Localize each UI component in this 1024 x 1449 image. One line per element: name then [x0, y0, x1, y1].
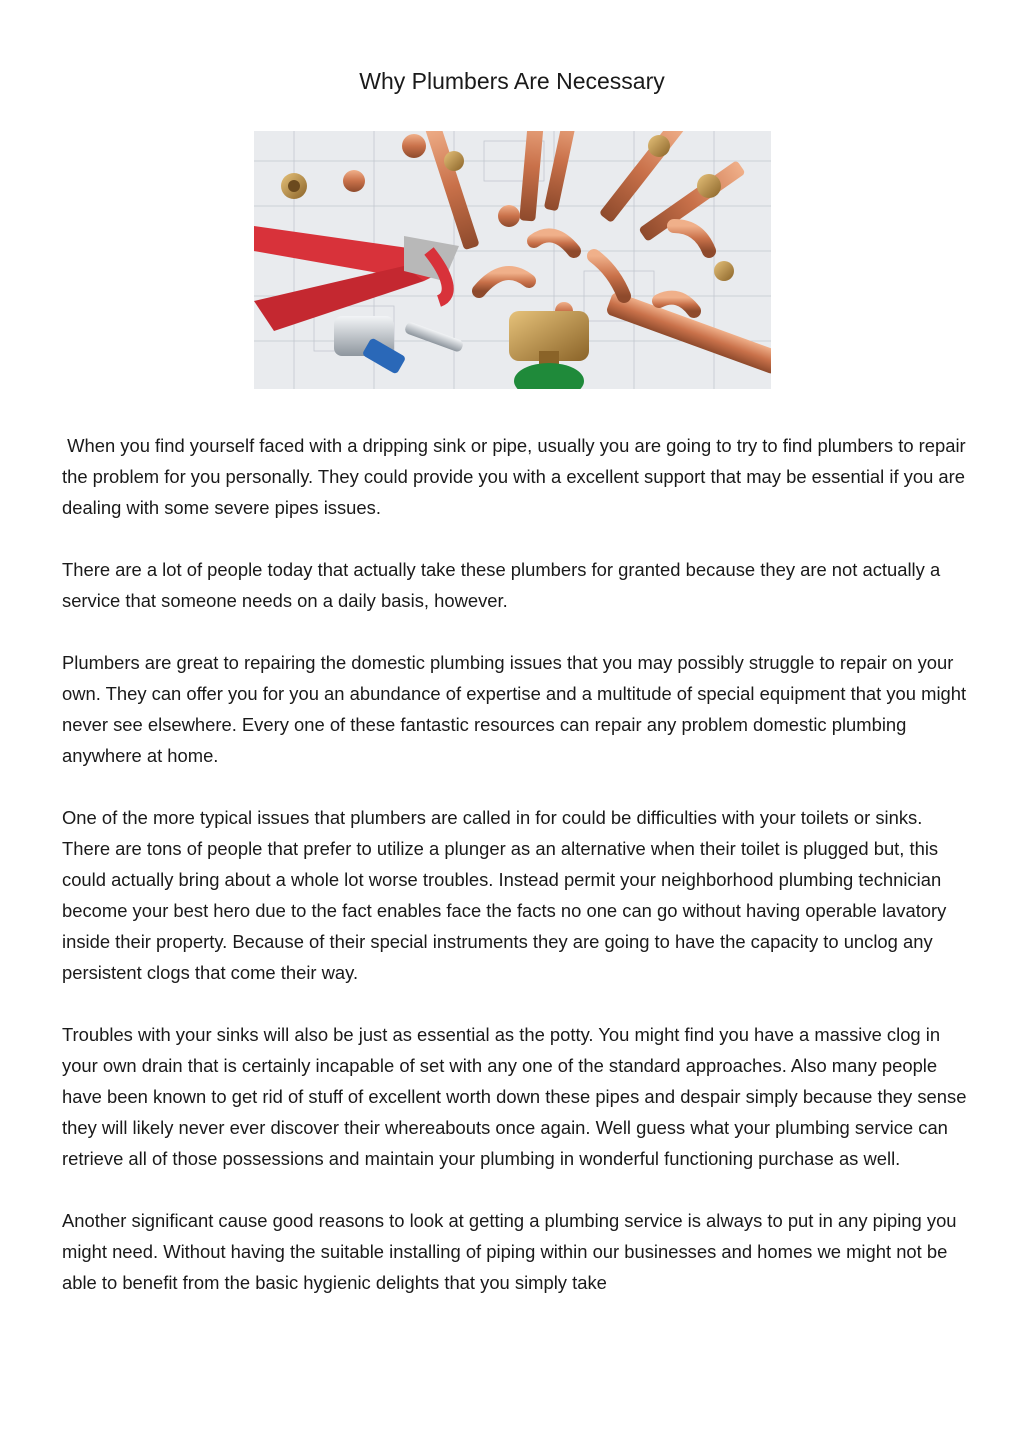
- paragraph: Another significant cause good reasons to look at getting a plumbing service is always to put in any piping you might need. Without having the suitable installing of piping within our businesses and homes we might not be able to benefit from the basic hygienic delights that you simply take: [62, 1210, 962, 1293]
- page-title: Why Plumbers Are Necessary: [359, 68, 665, 94]
- paragraph: Plumbers are great to repairing the domestic plumbing issues that you may possibly struggle to repair on your own. They can offer you for you an abundance of expertise and a multitude of special equipment that you might never see elsewhere. Every one of these fantastic resources can repair any problem domestic plumbing anywhere at home.: [62, 652, 972, 766]
- paragraph: When you find yourself faced with a dripping sink or pipe, usually you are going to try to find plumbers to repair the problem for you personally. They could provide you with a excellent support that may be essential if you are dealing with some severe pipes issues.: [62, 435, 971, 518]
- paragraph: There are a lot of people today that actually take these plumbers for granted because they are not actually a service that someone needs on a daily basis, however.: [62, 559, 946, 611]
- plumbing-tools-photo: [254, 131, 771, 389]
- paragraph: One of the more typical issues that plumbers are called in for could be difficulties with your toilets or sinks. There are tons of people that prefer to utilize a plunger as an alternative when their toilet is plugged but, this could actually bring about a whole lot worse troubles. Instead permit your neighborhood plumbing technician become your best hero due to the fact enables face the facts no one can go without having operable lavatory inside their property. Because of their special instruments they are going to have the capacity to unclog any persistent clogs that come their way.: [62, 807, 952, 983]
- article-body: [62, 430, 972, 1329]
- paragraph: Troubles with your sinks will also be just as essential as the potty. You might find you have a massive clog in your own drain that is certainly incapable of set with any one of the standard approaches. Also many people have been known to get rid of stuff of excellent worth down these pipes and despair simply because they sense they will likely never ever discover their whereabouts once again. Well guess what your plumbing service can retrieve all of those possessions and maintain your plumbing in wonderful functioning purchase as well.: [62, 1024, 972, 1169]
